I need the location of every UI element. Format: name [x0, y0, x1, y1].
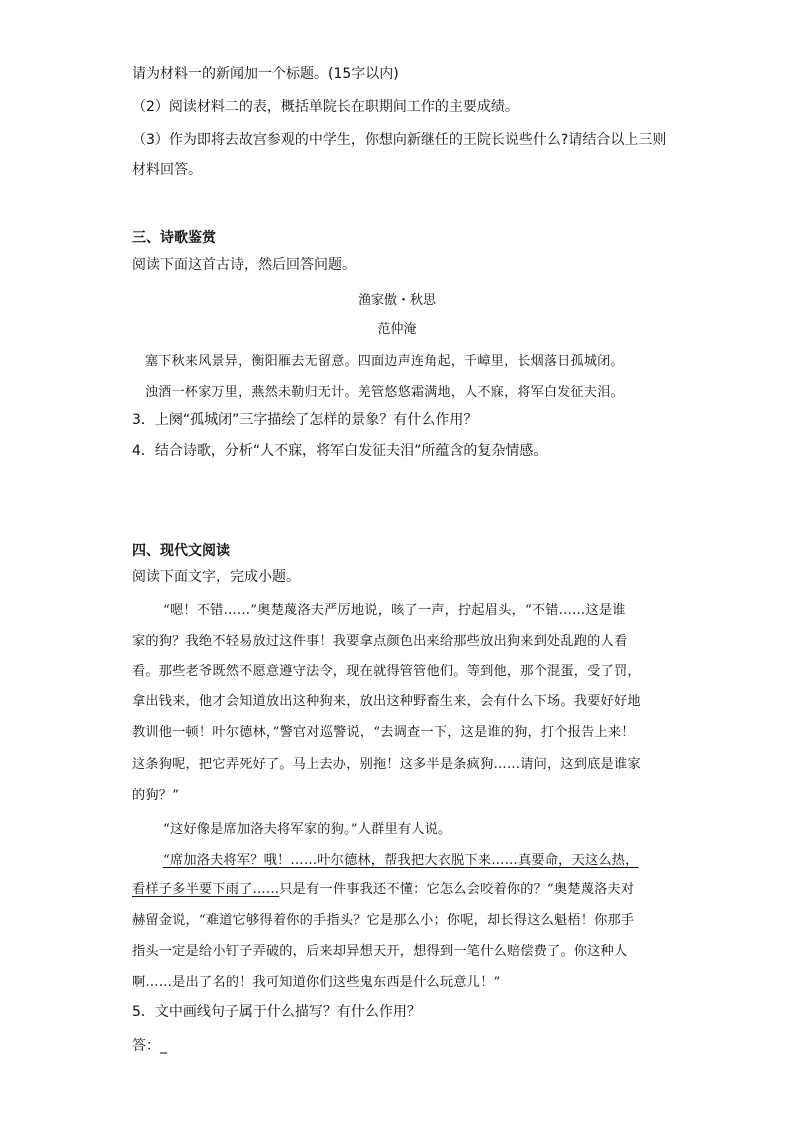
section-heading-poetry: 三、诗歌鉴赏	[132, 230, 216, 246]
question-3: 3．上阕“孤城闭”三字描绘了怎样的景象？有什么作用？	[132, 412, 478, 428]
passage-line: “这好像是席加洛夫将军家的狗。”人群里有人说。	[163, 822, 452, 837]
passage-line	[132, 878, 634, 897]
material-q2: （2）阅读材料二的表，概括单院长在职期间工作的主要成绩。	[132, 99, 519, 115]
material-q3-continued: 材料回答。	[132, 162, 202, 178]
passage-line: 啊……是出了名的！我可知道你们这些鬼东西是什么玩意儿！”	[132, 975, 501, 990]
passage-line: 家的狗？我绝不轻易放过这件事！我要拿点颜色出来给那些放出狗来到处乱跑的人看	[132, 634, 628, 649]
passage-line: 拿出钱来，他才会知道放出这种狗来，放出这种野畜生来，会有什么下场。我要好好地	[132, 694, 641, 709]
underlined-sentence: “席加洛夫将军？哦！……叶尔德林，帮我把大衣脱下来……真要命，天这么热，	[163, 853, 639, 868]
question-5: 5．文中画线句子属于什么描写？有什么作用？	[132, 1004, 421, 1020]
question-4: 4．结合诗歌，分析“人不寐，将军白发征夫泪”所蕴含的复杂情感。	[132, 443, 548, 459]
modern-intro: 阅读下面文字，完成小题。	[132, 569, 300, 585]
passage-line: 的狗？”	[132, 788, 180, 803]
poetry-intro: 阅读下面这首古诗，然后回答问题。	[132, 257, 356, 273]
passage-text: 只是有一件事我还不懂：它怎么会咬着你的？”奥楚蔑洛夫对	[279, 882, 635, 897]
material-q1-continued: 请为材料一的新闻加一个标题。(15字以内)	[132, 66, 399, 82]
passage-line: 这条狗呢，把它弄死好了。马上去办，别拖！这多半是条疯狗……请问，这到底是谁家	[132, 757, 641, 772]
passage-line: “嗯！不错……”奥楚蔑洛夫严厉地说，咳了一声，拧起眉头，“不错……这是谁	[163, 603, 626, 618]
passage-line: 赫留金说，“难道它够得着你的手指头？它是那么小；你呢，却长得这么魁梧！你那手	[132, 913, 635, 928]
poem-author: 范仲淹	[377, 322, 417, 337]
section-heading-modern: 四、现代文阅读	[132, 543, 230, 559]
answer-line[interactable]: 答：_	[132, 1038, 167, 1054]
poem-line-2: 浊酒一杯家万里，燕然未勒归无计。羌管悠悠霜满地，人不寐，将军白发征夫泪。	[145, 385, 624, 400]
passage-line: 指头一定是给小钉子弄破的，后来却异想天开，想得到一笔什么赔偿费了。你这种人	[132, 944, 628, 959]
poem-title: 渔家傲・秋思	[357, 293, 436, 308]
underlined-sentence: 看样子多半要下雨了……	[132, 882, 280, 897]
passage-line: 看。那些老爷既然不愿意遵守法令，现在就得管管他们。等到他，那个混蛋，受了罚，	[132, 664, 641, 679]
poem-line-1: 塞下秋来风景异，衡阳雁去无留意。四面边声连角起，千嶂里，长烟落日孤城闭。	[145, 354, 624, 369]
material-q3: （3）作为即将去故宫参观的中学生，你想向新继任的王院长说些什么?请结合以上三则	[132, 132, 667, 148]
passage-line: 教训他一顿！叶尔德林，”警官对巡警说，“去调查一下，这是谁的狗，打个报告上来！	[132, 725, 635, 740]
